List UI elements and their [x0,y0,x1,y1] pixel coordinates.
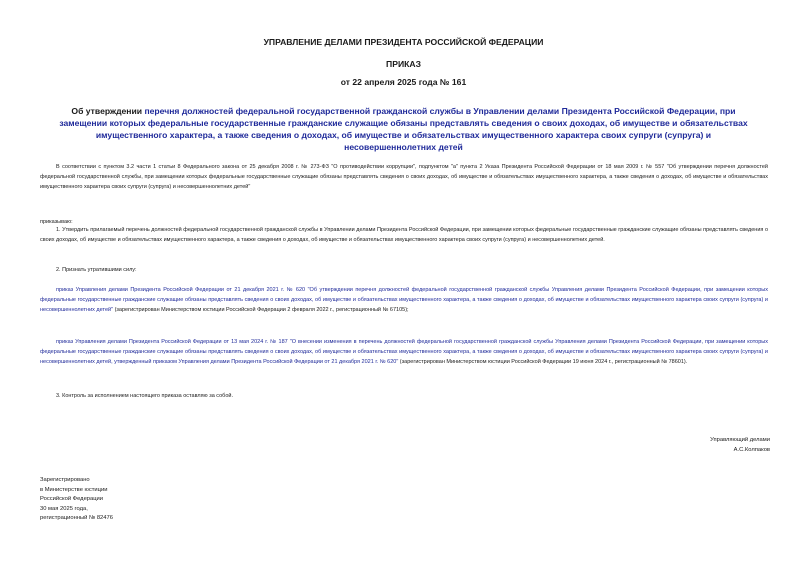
registration-line: в Министерстве юстиции [40,486,108,493]
document-date-number: от 22 апреля 2025 года № 161 [340,77,467,87]
item-2a-link[interactable]: приказ Управления делами Президента Российской Федерации от 21 декабря 2021 г. № 620 "Об утверждении перечня должностей федеральной государственной гражданской службы Управления делами Президента Российской Федерации, при замещении которых федеральные государственные гражданские служащие обязаны представлять сведения о своих доходах, об имуществе и обязательствах имущественного характера, а также сведения о доходах, об имуществе и обязательствах имущественного характера своих супруги (супруга) и несовершеннолетних детей" [40,287,768,313]
registration-line: Зарегистрировано [40,477,90,483]
document-type: ПРИКАЗ [386,59,421,69]
registration-block [40,476,113,524]
item-2-paragraph: 2. Признать утратившими силу: [56,267,137,273]
signature-block [710,436,770,455]
item-2b-link[interactable]: приказ Управления делами Президента Российской Федерации от 13 мая 2024 г. № 187 "О внесении изменения в перечень должностей федеральной государственной гражданской службы Управления делами Президента Российской Федерации, при замещении которых федеральные государственные гражданские служащие обязаны представлять сведения о своих доходах, об имуществе и обязательствах имущественного характера, а также сведения о доходах, об имуществе и обязательствах имущественного характера своих супруги (супруга) и несовершеннолетних детей, утвержденный приказом Управления делами Президента Российской Федерации от 21 декабря 2021 г. № 620" [40,339,768,365]
signatory-name: А.С.Колпаков [733,446,770,453]
item-2a-tail: (зарегистрирован Министерством юстиции Российской Федерации 2 февраля 2022 г., регистрационный № 67105); [113,306,409,313]
registration-date: 30 мая 2025 года, [40,505,88,512]
document-title [50,105,757,153]
order-word: приказываю: [40,219,73,225]
registration-line: Российской Федерации [40,496,104,503]
preamble-paragraph: В соответствии с пунктом 3.2 части 1 статьи 8 Федерального закона от 25 декабря 2008 г. № 273-ФЗ "О противодействии коррупции", подпунктом "а" пункта 2 Указа Президента Российской Федерации от 18 мая 2009 г. № 557 "Об утверждении перечня должностей федеральной государственной службы, при замещении которых федеральные государственные служащие обязаны представлять сведения о своих доходах, об имуществе и обязательствах имущественного характера, а также сведения о доходах, об имуществе и обязательствах имущественного характера своих супруги (супруга) и несовершеннолетних детей" [40,164,768,190]
item-3-paragraph: 3. Контроль за исполнением настоящего приказа оставляю за собой. [56,393,233,399]
signatory-position: Управляющий делами [710,437,770,443]
item-1-paragraph: 1. Утвердить прилагаемый перечень должностей федеральной государственной гражданской службы в Управлении делами Президента Российской Федерации, при замещении которых федеральные государственные гражданские служащие обязаны представлять сведения о своих доходах, об имуществе и обязательствах имущественного характера, а также сведения о доходах, об имуществе и обязательствах имущественного характера своих супруги (супруга) и несовершеннолетних детей. [40,227,768,243]
item-2a-paragraph [40,286,768,315]
item-2b-tail: (зарегистрирован Министерством юстиции Российской Федерации 19 июня 2024 г., регистрационный № 78601). [398,358,688,365]
organization-heading: УПРАВЛЕНИЕ ДЕЛАМИ ПРЕЗИДЕНТА РОССИЙСКОЙ ФЕДЕРАЦИИ [263,37,544,47]
title-prefix: Об утверждении [71,106,145,116]
registration-number: регистрационный № 82476 [40,515,113,522]
title-link[interactable]: перечня должностей федеральной государственной гражданской службы в Управлении делами Президента Российской Федерации, при замещении которых федеральные государственные гражданские служащие обязаны представлять сведения о своих доходах, об имуществе и обязательствах имущественного характера, а также сведения о доходах, об имуществе и обязательствах имущественного характера своих супруги (супруга) и несовершеннолетних детей [59,106,748,152]
item-2b-paragraph [40,338,768,367]
